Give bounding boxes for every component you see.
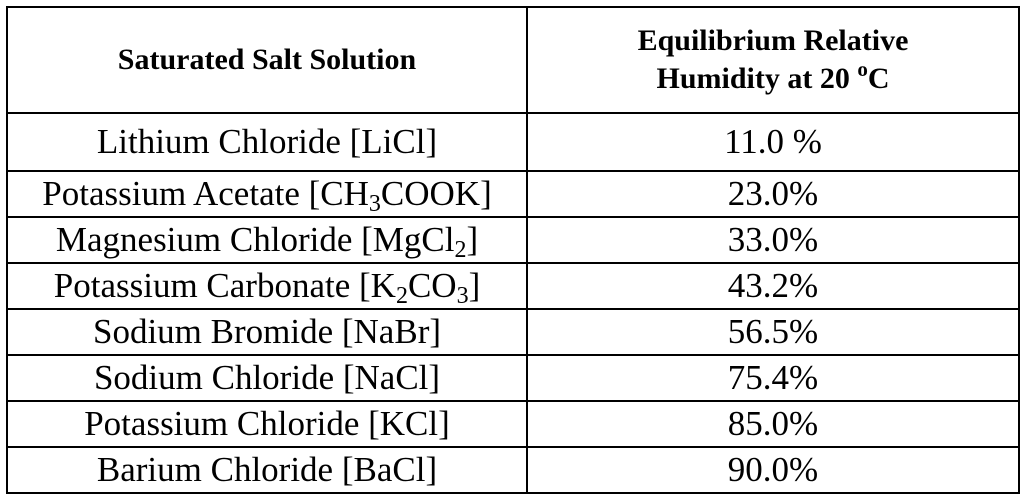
table-row: [7, 401, 1019, 447]
table-row: [7, 447, 1019, 493]
table-row: [7, 309, 1019, 355]
subscript: 2: [395, 283, 408, 309]
salt-name-cell: Potassium Chloride [KCl]: [7, 401, 527, 447]
degree-symbol: o: [857, 57, 868, 81]
humidity-value-cell: 33.0%: [527, 217, 1019, 263]
salt-name-cell: Magnesium Chloride [MgCl$_2$]: [7, 217, 527, 263]
header-rh-line2-prefix: Humidity at 20: [656, 62, 858, 95]
table-row: [7, 217, 1019, 263]
salt-name-cell: Barium Chloride [BaCl]: [7, 447, 527, 493]
header-rh-unit: C: [867, 62, 890, 95]
salt-name-cell: Potassium Acetate $[CH_3COOK]$: [7, 171, 527, 217]
humidity-value-cell: 23.0%: [527, 171, 1019, 217]
salt-name-cell: Lithium Chloride [LiCl]: [7, 113, 527, 171]
table-row: [7, 171, 1019, 217]
salt-name-cell: Potassium Carbonate $[K_2CO_3]$: [7, 263, 527, 309]
salt-humidity-table: [6, 6, 1020, 494]
subscript: 3: [456, 283, 469, 309]
table-row: [7, 355, 1019, 401]
humidity-value-cell: 85.0%: [527, 401, 1019, 447]
humidity-value-cell: 11.0 %: [527, 113, 1019, 171]
humidity-value-cell: 75.4%: [527, 355, 1019, 401]
subscript: 2: [454, 237, 467, 263]
header-salt-solution: Saturated Salt Solution: [7, 7, 527, 113]
header-row: [7, 7, 1019, 113]
humidity-value-cell: 43.2%: [527, 263, 1019, 309]
salt-name-cell: Sodium Bromide [NaBr]: [7, 309, 527, 355]
table-row: [7, 113, 1019, 171]
salt-name-cell: Sodium Chloride [NaCl]: [7, 355, 527, 401]
header-relative-humidity: [527, 7, 1019, 113]
header-rh-line1: Equilibrium Relative: [637, 24, 909, 57]
table-row: [7, 263, 1019, 309]
subscript: 3: [368, 191, 381, 217]
humidity-value-cell: 56.5%: [527, 309, 1019, 355]
humidity-value-cell: 90.0%: [527, 447, 1019, 493]
